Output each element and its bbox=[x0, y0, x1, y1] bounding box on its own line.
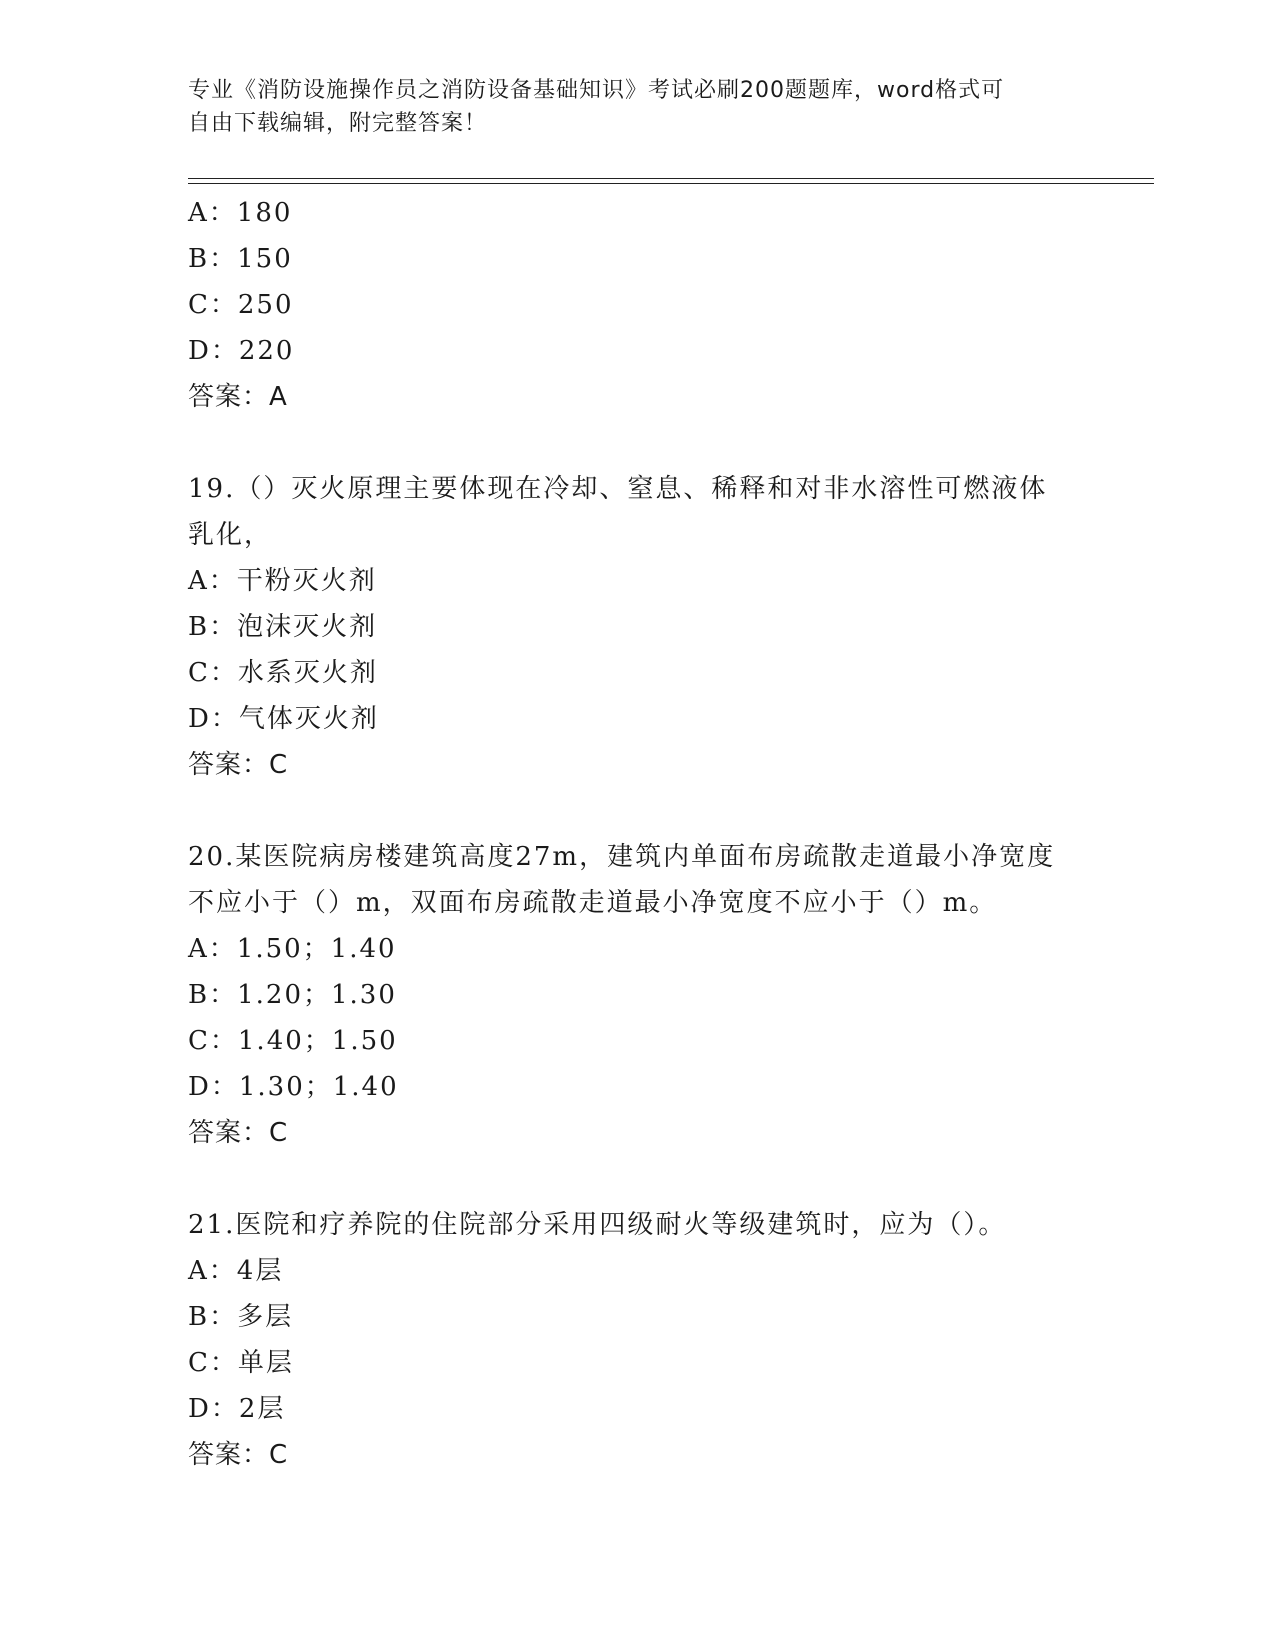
answer: 答案：C bbox=[188, 750, 289, 780]
option-a: A：4层 bbox=[188, 1256, 284, 1286]
header-divider-bottom bbox=[188, 183, 1154, 184]
option-b: B：泡沫灭火剂 bbox=[188, 612, 378, 642]
option-d: D：气体灭火剂 bbox=[188, 704, 379, 734]
answer: 答案：A bbox=[188, 382, 288, 412]
option-a: A：1.50；1.40 bbox=[188, 934, 397, 964]
option-d: D：1.30；1.40 bbox=[188, 1072, 399, 1102]
header-divider-top bbox=[188, 178, 1154, 179]
question-stem-line: 21.医院和疗养院的住院部分采用四级耐火等级建筑时，应为（）。 bbox=[188, 1210, 1007, 1240]
option-b: B：150 bbox=[188, 244, 293, 274]
option-c: C：1.40；1.50 bbox=[188, 1026, 398, 1056]
option-d: D：2层 bbox=[188, 1394, 286, 1424]
spacer bbox=[188, 788, 1088, 834]
question-21 bbox=[188, 1202, 1088, 1478]
question-list bbox=[188, 190, 1088, 1478]
question-stem-line: 乳化， bbox=[188, 520, 273, 550]
option-c: C：单层 bbox=[188, 1348, 294, 1378]
option-a: A：180 bbox=[188, 198, 293, 228]
spacer bbox=[188, 420, 1088, 466]
option-b: B：多层 bbox=[188, 1302, 294, 1332]
option-c: C：250 bbox=[188, 290, 294, 320]
question-stem-line: 19.（）灭火原理主要体现在冷却、窒息、稀释和对非水溶性可燃液体 bbox=[188, 474, 1048, 504]
spacer bbox=[188, 1156, 1088, 1202]
question-19 bbox=[188, 466, 1088, 788]
answer: 答案：C bbox=[188, 1118, 289, 1148]
option-c: C：水系灭火剂 bbox=[188, 658, 378, 688]
option-d: D：220 bbox=[188, 336, 295, 366]
question-stem-line: 不应小于（）m，双面布房疏散走道最小净宽度不应小于（）m。 bbox=[188, 888, 998, 918]
document-header bbox=[188, 74, 1088, 140]
header-title-line-1: 专业《消防设施操作员之消防设备基础知识》考试必刷200题题库，word格式可 bbox=[188, 78, 1005, 103]
question-20 bbox=[188, 834, 1088, 1156]
option-b: B：1.20；1.30 bbox=[188, 980, 397, 1010]
question-stem-line: 20.某医院病房楼建筑高度27m，建筑内单面布房疏散走道最小净宽度 bbox=[188, 842, 1056, 872]
question-18-continued bbox=[188, 190, 1088, 420]
answer: 答案：C bbox=[188, 1440, 289, 1470]
header-title-line-2: 自由下载编辑，附完整答案！ bbox=[188, 111, 488, 136]
option-a: A：干粉灭火剂 bbox=[188, 566, 377, 596]
